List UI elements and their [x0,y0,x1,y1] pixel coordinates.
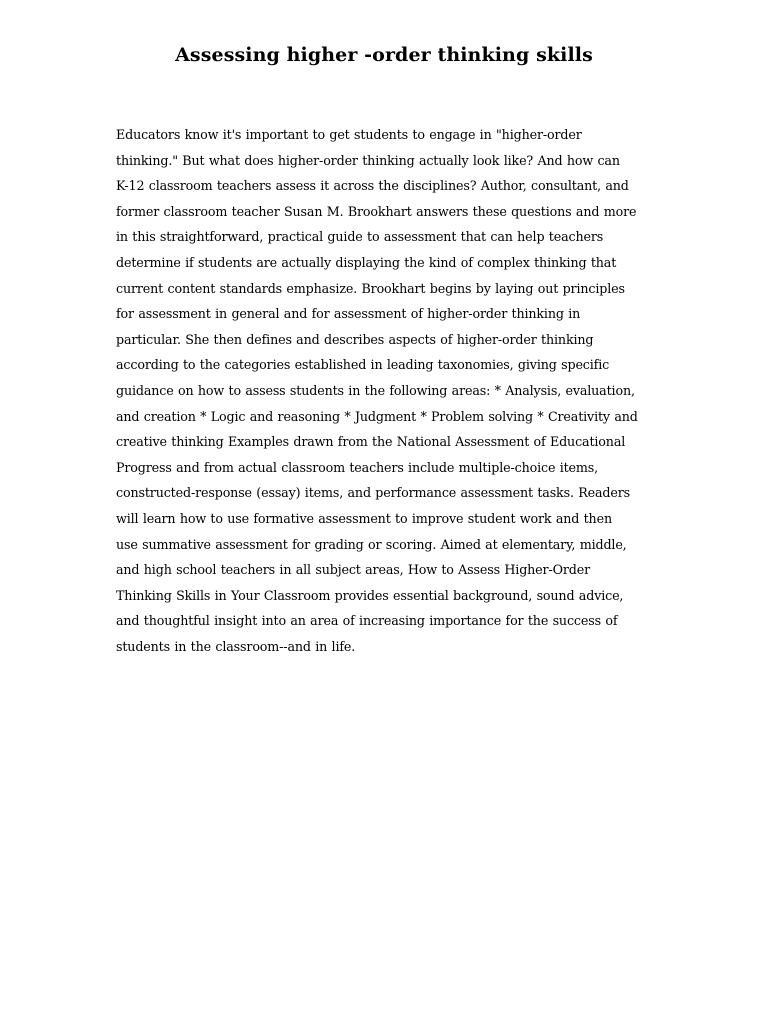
body-line: and high school teachers in all subject areas, How to Assess Higher-Order [116,562,591,578]
body-line: according to the categories established in leading taxonomies, giving specific [116,357,610,373]
body-line: students in the classroom--and in life. [116,638,356,654]
body-line: use summative assessment for grading or scoring. Aimed at elementary, middle, [116,536,627,552]
body-line: constructed-response (essay) items, and performance assessment tasks. Readers [116,485,630,501]
body-line: Progress and from actual classroom teachers include multiple-choice items, [116,459,599,475]
body-line: creative thinking Examples drawn from the National Assessment of Educational [116,434,626,450]
body-line: Educators know it's important to get students to engage in "higher-order [116,127,582,142]
document-title: Assessing higher -order thinking skills [175,44,593,66]
body-line: guidance on how to assess students in the following areas: * Analysis, evaluation, [116,382,635,398]
document-body [116,122,656,659]
body-line: current content standards emphasize. Brookhart begins by laying out principles [116,280,625,296]
body-line: Thinking Skills in Your Classroom provides essential background, sound advice, [116,587,624,603]
body-line: for assessment in general and for assessment of higher-order thinking in [116,306,581,322]
body-line: K-12 classroom teachers assess it across the disciplines? Author, consultant, and [116,178,629,194]
body-line: in this straightforward, practical guide to assessment that can help teachers [116,229,604,245]
body-line: former classroom teacher Susan M. Brookhart answers these questions and more [116,203,637,219]
body-line: determine if students are actually displaying the kind of complex thinking that [116,254,617,270]
body-line: and creation * Logic and reasoning * Judgment * Problem solving * Creativity and [116,408,638,424]
body-line: particular. She then defines and describes aspects of higher-order thinking [116,331,594,347]
body-line: thinking." But what does higher-order thinking actually look like? And how can [116,152,620,168]
body-line: and thoughtful insight into an area of increasing importance for the success of [116,613,618,629]
body-line: will learn how to use formative assessment to improve student work and then [116,510,612,526]
